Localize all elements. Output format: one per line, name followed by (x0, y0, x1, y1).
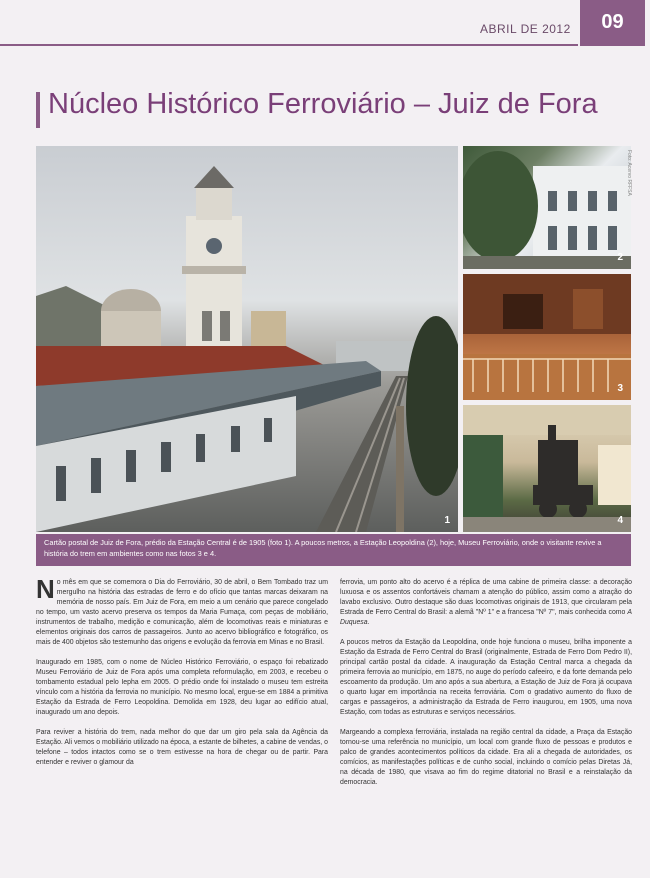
photo-credit: Foto: Acervo RFFSA (626, 150, 632, 196)
leopoldina-illustration (463, 146, 631, 269)
agency-interior-illustration (463, 274, 631, 400)
title-accent-bar (36, 92, 40, 128)
paragraph-text: o mês em que se comemora o Dia do Ferroviário, 30 de abril, o Bem Tombado traz um mergulho na história das estradas de ferro e do ofício que tantas marcas deixaram na memória de nosso país. Em Juiz de Fora, em meio a um cenário que parece congelado no tempo, um vasto acervo preserva os tempos da Maria Fumaça, com peças de mobiliário, instrumentos de trabalho, medição e comunicação, além de locomotivas reais e miniaturas e elementos originais dos carros de passageiros. Junto ao acervo bibliográfico e fotográfico, os mais de 400 objetos são testemunho das origens e evolução da ferrovia em Minas e no Brasil. (36, 579, 328, 646)
photo-locomotiva (463, 405, 631, 532)
paragraph (340, 578, 632, 628)
photo-number-3: 3 (617, 383, 623, 394)
photo-number-2: 2 (617, 252, 623, 263)
photo-agencia-interior (463, 274, 631, 400)
page-number-tab (580, 0, 645, 46)
issue-date: ABRIL DE 2012 (480, 22, 571, 36)
photo-number-4: 4 (617, 515, 623, 526)
header-rule (0, 44, 578, 46)
paragraph: Inaugurado em 1985, com o nome de Núcleo Histórico Ferroviário, o espaço foi rebatizado Museu Ferroviário de Juiz de Fora após uma completa reformulação, em 2003, e recebeu o tombamento estadual pelo Iepha em 2005. O prédio onde foi instalado o museu tem estreita vínculo com a história da ferrovia no município. No mesmo local, ergue-se em 1884 a primitiva Estação da Estrada de Ferro Leopoldina. Demolida em 1928, deu lugar ao edifício atual, inaugurado um ano depois. (36, 659, 328, 716)
paragraph-end: . (367, 619, 370, 626)
photo-number-1: 1 (444, 515, 450, 526)
paragraph (36, 574, 328, 648)
photo-estacao-leopoldina (463, 146, 631, 269)
station-illustration (36, 146, 458, 532)
emphasis-duquesa: A Duquesa (340, 609, 633, 626)
photo-estacao-central (36, 146, 458, 532)
paragraph-text: ferrovia, um ponto alto do acervo é a réplica de uma cabine de primeira classe: a decoração luxuosa e os assentos confortáveis chamam a atenção do público, assim como a atração do lavabo exclusivo. Outro destaque são duas locomotivas originais de 1913, que circularam pela Estrada de Ferro Central do Brasil: a alemã "Nº 1" e a francesa "Nº 7", mais conhecida como (340, 579, 632, 616)
drop-cap: N (36, 574, 55, 604)
paragraph: Para reviver a história do trem, nada melhor do que dar um giro pela sala da Agência da Estação. Ali vemos o mobiliário utilizado na época, a estante de bilhetes, a cabine de vendas, o telefone – todos intactos como se o trem estivesse na hora de chegar ou de partir. Para entender e reviver o glamour da (36, 729, 328, 766)
article-column-1 (36, 574, 328, 778)
photo-caption: Cartão postal de Juiz de Fora, prédio da Estação Central é de 1905 (foto 1). A poucos metros, a Estação Leopoldina (2), hoje, Museu Ferroviário, onde o visitante revive a história do trem em ambientes como nas fotos 3 e 4. (36, 534, 631, 566)
locomotive-illustration (463, 405, 631, 532)
paragraph: Margeando a complexa ferroviária, instalada na região central da cidade, a Praça da Estação tornou-se uma referência no município, um local com grande fluxo de pessoas e produtos e palco de grandes acontecimentos políticos da cidade. Era ali a chegada de autoridades, os comícios, as manifestações políticas e de cunho social, incluindo o comício pelas Diretas Já, na década de 1980, que visava ao fim do regime ditatorial no Brasil e a reinstalação da democracia. (340, 729, 632, 786)
page-number: 09 (601, 11, 624, 33)
article-title: Núcleo Histórico Ferroviário – Juiz de Fora (48, 88, 598, 120)
paragraph: A poucos metros da Estação da Leopoldina, onde hoje funciona o museu, brilha imponente a Estação da Estrada de Ferro Central do Brasil (originalmente, Estrada de Ferro Dom Pedro II), principal cartão postal da cidade. A inauguração da Estação Central marca a chegada da primeira ferrovia ao município, em 1875, no auge do período cafeeiro, e da forte demanda pelo escoamento da produção. Um ano após a sua abertura, a Estação de Juiz de Fora já ocupava o quarto lugar em importância na receita ferroviária. Com o gradativo aumento do fluxo de cargas e passageiros, a administração da Estrada de Ferro inaugurou, em 1905, uma nova Estação, com todas as estruturas e serviços necessários. (340, 639, 632, 716)
article-column-2 (340, 578, 632, 798)
